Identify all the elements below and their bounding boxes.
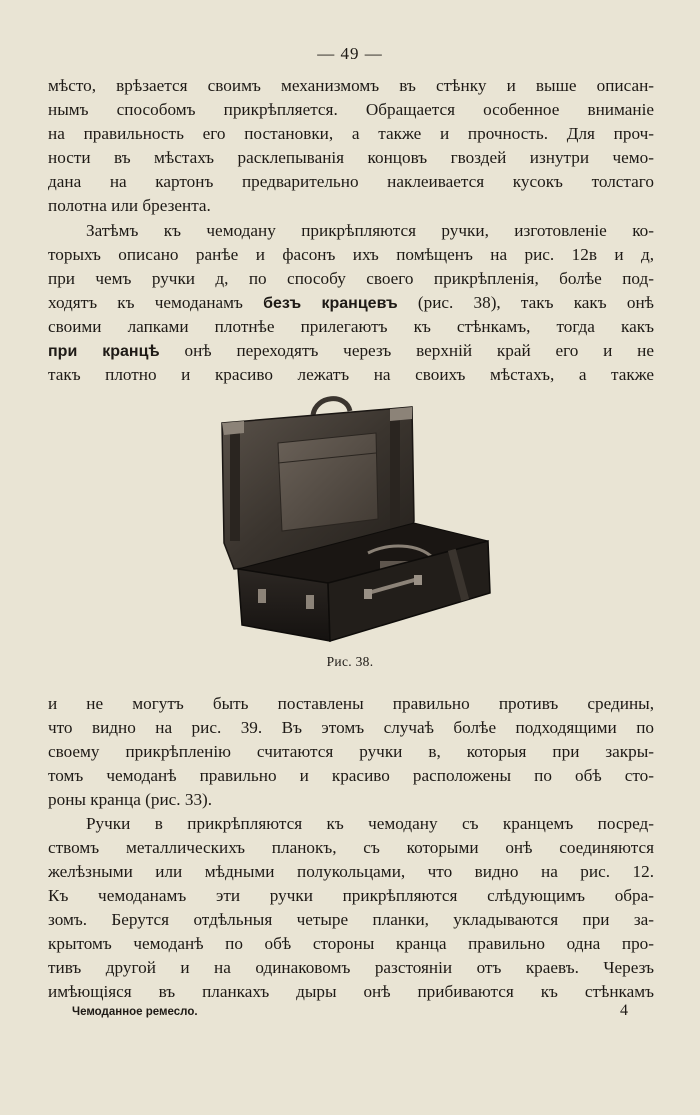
footer-title: Чемоданное ремесло. [72,1006,198,1018]
text-line: ствомъ металлическихъ планокъ, съ которыми онѣ соединяются [48,838,654,857]
text-line: и не могутъ быть поставлены правильно противъ средины, [48,694,654,713]
text-line: роны кранца (рис. 33). [48,790,213,809]
text-line: зомъ. Берутся отдѣльныя четыре планки, укладываются при за- [48,910,654,929]
suitcase-illustration [218,393,493,643]
bold-term: при кранцѣ [48,343,160,360]
text-line [48,291,654,315]
text-line: нымъ способомъ прикрѣпляется. Обращается особенное вниманіе [48,100,654,119]
text-segment: ходятъ къ чемоданамъ [48,293,243,312]
text-segment: онѣ переходятъ черезъ верхній край его и не [184,341,654,360]
text-line [48,339,654,363]
paragraph-1 [48,74,654,218]
paragraph-3 [48,692,654,812]
text-line: мѣсто, врѣзается своимъ механизмомъ въ стѣнку и выше описан- [48,76,654,95]
text-line: своими лапками плотнѣе прилегаютъ къ стѣнкамъ, тогда какъ [48,317,654,336]
text-line: такъ плотно и красиво лежатъ на своихъ мѣстахъ, а также [48,365,654,384]
text-line: ности въ мѣстахъ расклепыванія концовъ гвоздей изнутри чемо- [48,148,654,167]
footer-signature: 4 [620,1002,628,1019]
text-line: желѣзными или мѣдными полукольцами, что видно на рис. 12. [48,862,654,881]
bold-term: безъ кранцевъ [263,295,398,312]
text-line: полотна или брезента. [48,196,211,215]
text-line: дана на картонъ предварительно наклеивается кусокъ толстаго [48,172,654,191]
text-line: тивъ другой и на одинаковомъ разстояніи отъ краевъ. Черезъ [48,958,654,977]
text-line: крытомъ чемоданѣ по обѣ стороны кранца правильно одна про- [48,934,654,953]
text-line: что видно на рис. 39. Въ этомъ случаѣ болѣе подходящими по [48,718,654,737]
text-line: Къ чемоданамъ эти ручки прикрѣпляются слѣдующимъ обра- [48,886,654,905]
text-line: имѣющіяся въ планкахъ дыры онѣ прибиваются къ стѣнкамъ [48,982,654,1001]
text-line: своему прикрѣпленію считаются ручки в, которыя при закры- [48,742,654,761]
figure-caption: Рис. 38. [326,654,374,669]
page-number: — 49 — [317,44,383,63]
text-line: Затѣмъ къ чемодану прикрѣпляются ручки, изготовленіе ко- [86,221,654,240]
text-line: торыхъ описано ранѣе и фасонъ ихъ помѣщенъ на рис. 12в и д, [48,245,654,264]
text-line: при чемъ ручки д, по способу своего прикрѣпленія, болѣе под- [48,269,654,288]
paragraph-4 [48,812,654,1004]
text-line: томъ чемоданѣ правильно и красиво расположены по обѣ сто- [48,766,654,785]
paragraph-2 [48,219,654,387]
text-line: Ручки в прикрѣпляются къ чемодану съ кранцемъ посред- [86,814,654,833]
text-segment: (рис. 38), такъ какъ онѣ [417,293,654,312]
text-line: на правильность его постановки, а также и прочность. Для проч- [48,124,654,143]
